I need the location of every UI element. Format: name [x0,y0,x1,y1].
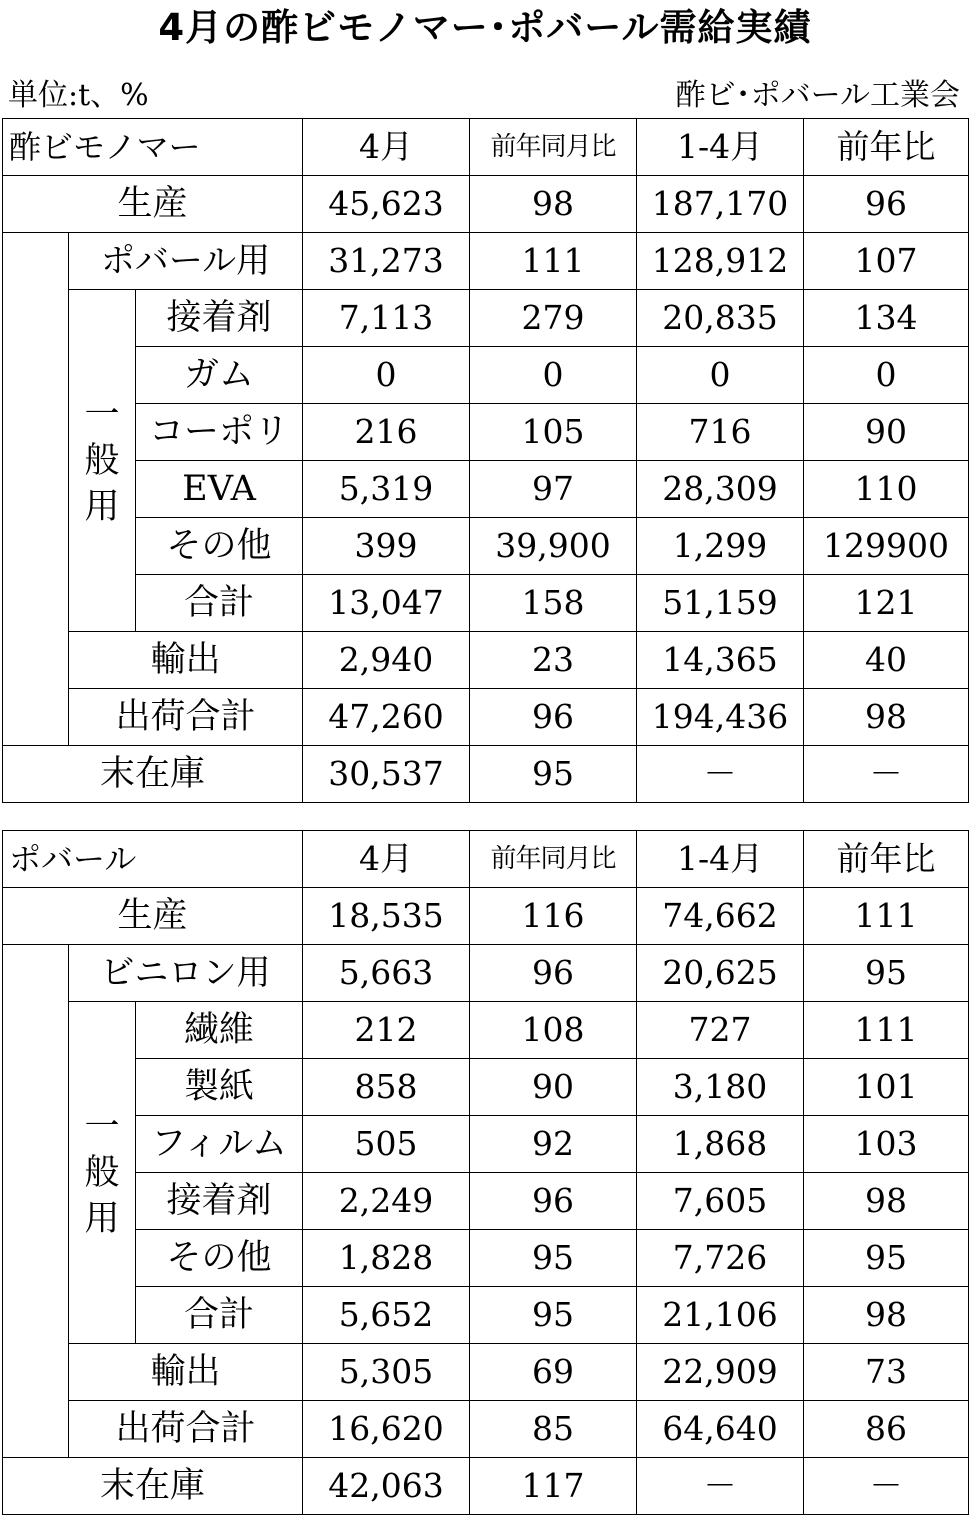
cell: 90 [470,1059,637,1116]
column-header: 1-4月 [637,831,804,888]
cell: 95 [470,746,637,803]
general-use-label: 一 般 用 [69,290,136,632]
cell: 14,365 [637,632,804,689]
cell: 116 [470,888,637,945]
cell: 0 [804,347,969,404]
cell: 5,663 [303,945,470,1002]
cell: 858 [303,1059,470,1116]
cell: 7,726 [637,1230,804,1287]
cell: 101 [804,1059,969,1116]
cell: 69 [470,1344,637,1401]
row-label: ポバール用 [69,233,303,290]
cell: 74,662 [637,888,804,945]
cell: 39,900 [470,518,637,575]
table-row [3,233,969,290]
row-label: 生産 [3,888,303,945]
cell: 95 [804,1230,969,1287]
column-header: 4月 [303,119,470,176]
row-label: 合計 [136,575,303,632]
cell: 727 [637,1002,804,1059]
table-row [3,1230,969,1287]
cell: 128,912 [637,233,804,290]
row-label: 製紙 [136,1059,303,1116]
cell: 45,623 [303,176,470,233]
cell: 96 [470,945,637,1002]
cell: 129900 [804,518,969,575]
cell: 0 [470,347,637,404]
row-label: その他 [136,518,303,575]
cell: － [804,746,969,803]
cell: 7,113 [303,290,470,347]
indent-cell [3,233,69,746]
cell: 47,260 [303,689,470,746]
cell: 97 [470,461,637,518]
cell: 108 [470,1002,637,1059]
cell: 117 [470,1458,637,1515]
cell: 187,170 [637,176,804,233]
cell: 98 [804,689,969,746]
row-label: EVA [136,461,303,518]
indent-cell [3,945,69,1458]
row-label: ガム [136,347,303,404]
table-name: ポバール [3,831,303,888]
cell: － [804,1458,969,1515]
table-row [3,689,969,746]
cell: 716 [637,404,804,461]
column-header: 4月 [303,831,470,888]
cell: 111 [804,888,969,945]
table-row [3,1287,969,1344]
row-label: ビニロン用 [69,945,303,1002]
table-row [3,461,969,518]
cell: 5,652 [303,1287,470,1344]
cell: 85 [470,1401,637,1458]
cell: 1,868 [637,1116,804,1173]
cell: 13,047 [303,575,470,632]
table-name: 酢ビモノマー [3,119,303,176]
cell: 30,537 [303,746,470,803]
cell: 111 [804,1002,969,1059]
table-row [3,1173,969,1230]
table-row [3,404,969,461]
cell: 20,625 [637,945,804,1002]
cell: 20,835 [637,290,804,347]
cell: 73 [804,1344,969,1401]
cell: 28,309 [637,461,804,518]
cell: 399 [303,518,470,575]
cell: 2,940 [303,632,470,689]
cell: 98 [804,1287,969,1344]
cell: 40 [804,632,969,689]
table-row [3,1344,969,1401]
table-row [3,945,969,1002]
cell: 212 [303,1002,470,1059]
table-row [3,518,969,575]
cell: 134 [804,290,969,347]
cell: 98 [804,1173,969,1230]
poval-table [2,830,969,1515]
row-label: 接着剤 [136,1173,303,1230]
cell: 98 [470,176,637,233]
cell: 95 [470,1230,637,1287]
table-row [3,1116,969,1173]
cell: 95 [804,945,969,1002]
cell: 31,273 [303,233,470,290]
column-header: 1-4月 [637,119,804,176]
table-row [3,290,969,347]
cell: 7,605 [637,1173,804,1230]
table-row [3,632,969,689]
row-label: 輸出 [69,1344,303,1401]
row-label: 生産 [3,176,303,233]
table-row [3,575,969,632]
table-row [3,746,969,803]
cell: 0 [303,347,470,404]
row-label: 輸出 [69,632,303,689]
cell: 194,436 [637,689,804,746]
cell: 92 [470,1116,637,1173]
cell: 23 [470,632,637,689]
cell: 3,180 [637,1059,804,1116]
cell: 86 [804,1401,969,1458]
column-header: 前年比 [804,119,969,176]
table-row [3,1059,969,1116]
row-label: 末在庫 [3,1458,303,1515]
column-header: 前年比 [804,831,969,888]
row-label: 接着剤 [136,290,303,347]
cell: 5,305 [303,1344,470,1401]
cell: 18,535 [303,888,470,945]
cell: 96 [470,689,637,746]
cell: 96 [470,1173,637,1230]
cell: 121 [804,575,969,632]
table-row [3,1458,969,1515]
cell: 107 [804,233,969,290]
table-row [3,888,969,945]
cell: 5,319 [303,461,470,518]
cell: 158 [470,575,637,632]
cell: 110 [804,461,969,518]
table-header-row [3,831,969,888]
unit-label: 単位:t、% [8,78,149,113]
vinyl-acetate-monomer-table [2,118,969,803]
cell: － [637,1458,804,1515]
table-row [3,1401,969,1458]
row-label: 繊維 [136,1002,303,1059]
cell: 1,299 [637,518,804,575]
cell: 51,159 [637,575,804,632]
cell: 103 [804,1116,969,1173]
cell: 21,106 [637,1287,804,1344]
cell: 111 [470,233,637,290]
cell: 279 [470,290,637,347]
source-label: 酢ビ･ポバール工業会 [675,78,960,113]
column-header: 前年同月比 [470,831,637,888]
cell: 16,620 [303,1401,470,1458]
row-label: 末在庫 [3,746,303,803]
row-label: 出荷合計 [69,689,303,746]
column-header: 前年同月比 [470,119,637,176]
cell: 22,909 [637,1344,804,1401]
row-label: フィルム [136,1116,303,1173]
cell: － [637,746,804,803]
row-label: その他 [136,1230,303,1287]
general-use-label: 一 般 用 [69,1002,136,1344]
row-label: コーポリ [136,404,303,461]
table-row [3,347,969,404]
cell: 42,063 [303,1458,470,1515]
row-label: 合計 [136,1287,303,1344]
cell: 2,249 [303,1173,470,1230]
cell: 64,640 [637,1401,804,1458]
cell: 505 [303,1116,470,1173]
cell: 90 [804,404,969,461]
cell: 0 [637,347,804,404]
table-header-row [3,119,969,176]
page-title: 4月の酢ビモノマー･ポバール需給実績 [158,6,812,49]
row-label: 出荷合計 [69,1401,303,1458]
table-row [3,1002,969,1059]
cell: 95 [470,1287,637,1344]
cell: 216 [303,404,470,461]
cell: 105 [470,404,637,461]
cell: 1,828 [303,1230,470,1287]
cell: 96 [804,176,969,233]
table-row [3,176,969,233]
